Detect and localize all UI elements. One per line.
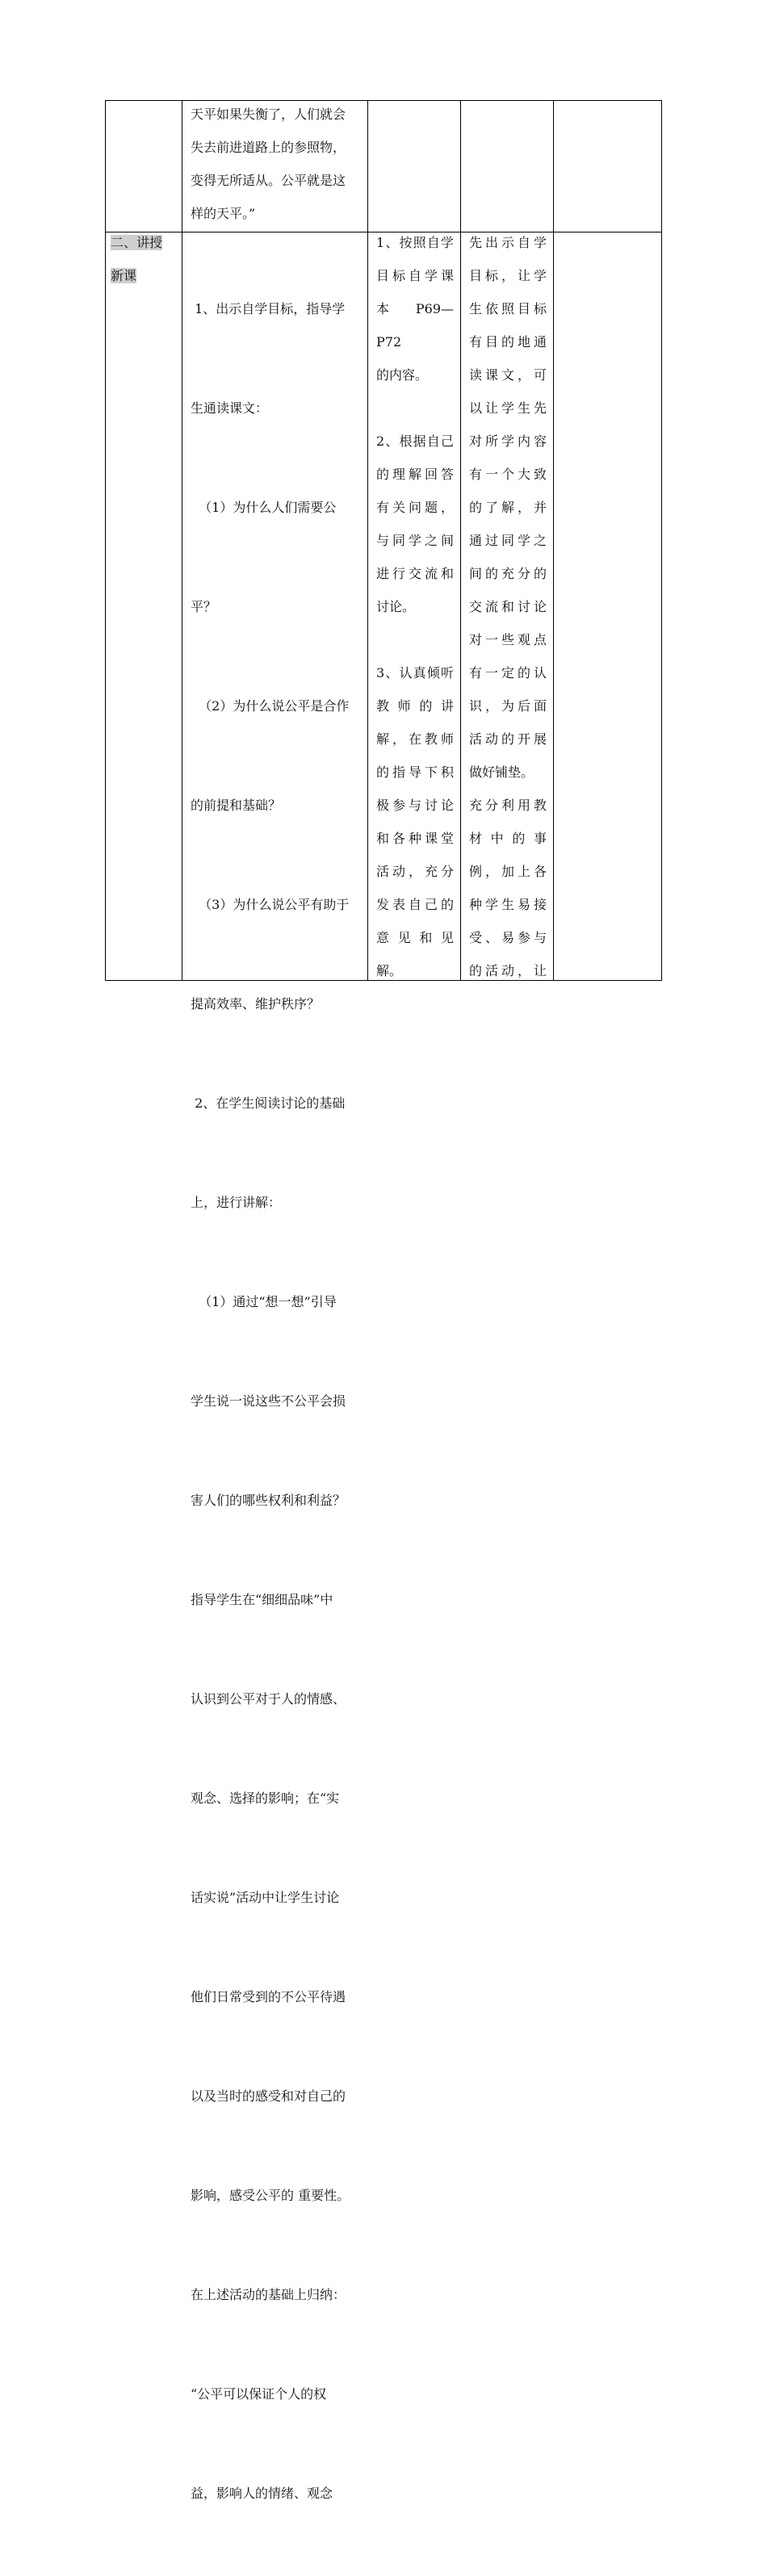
text-line: 受、易参与 [469,930,547,945]
text-line: （2）为什么说公平是合作 [191,698,350,714]
text-line: 与同学之间 [376,533,454,548]
text-line: 充分利用教 [469,798,547,813]
text-line: 2、在学生阅读讨论的基础 [191,1095,346,1111]
text-line: 和各种课堂 [376,831,454,846]
text-line: 有一个大致 [469,467,547,482]
text-line: 以及当时的感受和对自己的 [191,2088,346,2104]
text-line: 种学生易接 [469,897,547,912]
text-line: （1）为什么人们需要公 [191,500,337,515]
text-line: 影响，感受公平的 重要性。 [191,2188,350,2203]
text-line: 3、认真倾听 [376,665,454,681]
text-line: 1、按照自学 [376,235,454,250]
text-line: 生通读课文： [191,400,269,416]
text-line: 本 P69—P72 [376,301,454,350]
text-line: 交流和讨论 [469,599,547,614]
text-line: 提高效率、维护秩序？ [191,996,321,1012]
text-line: 样的天平。” [191,206,256,221]
text-line: 变得无所适从。公平就是这 [191,173,346,188]
text-line: 有关问题， [376,500,454,515]
text-line: 在上述活动的基础上归纳： [191,2287,346,2302]
lesson-plan-table [105,100,662,2501]
text-line: 天平如果失衡了，人们就会 [191,107,346,122]
text-line: 上，进行讲解： [191,1195,282,1210]
text-line: 解。 [376,963,403,978]
text-line: 的理解回答 [376,467,454,482]
text-line: 的了解，并 [469,500,547,515]
text-line: 失去前进道路上的参照物， [191,140,346,155]
teacher-activity-cell [191,226,362,2576]
student-activity-cell [376,226,454,987]
column-divider [460,101,461,980]
column-divider [367,101,368,980]
text-line: 有一定的认 [469,665,547,681]
text-line: 意见和见 [376,930,454,945]
text-line: 生依照目标 [469,301,547,316]
text-line: 认识到公平对于人的情感、 [191,1691,346,1707]
text-line: 对所学内容 [469,434,547,449]
text-line: 1、出示自学目标，指导学 [191,301,346,316]
text-line: 的前提和基础？ [191,798,282,813]
text-line: 学生说一说这些不公平会损 [191,1393,346,1409]
text-line: 目标，让学 [469,268,547,283]
text-line: 对一些观点 [469,632,547,647]
text-line: “公平可以保证个人的权 [191,2386,327,2402]
text-line: 解，在教师 [376,731,454,747]
text-line: （1）通过“想一想”引导 [191,1294,337,1309]
section-label-cell [111,226,178,292]
text-line: 通过同学之 [469,533,547,548]
text-line: 益，影响人的情绪、观念 [191,2486,333,2501]
text-line: 的内容。 [376,367,429,383]
text-line: 2、根据自己 [376,434,454,449]
text-line: 有目的地通 [469,334,547,350]
text-line: 间的充分的 [469,566,547,581]
text-line: 极参与讨论 [376,798,454,813]
text-line: （3）为什么说公平有助于 [191,897,350,912]
text-line: 以让学生先 [469,400,547,416]
column-divider [553,101,554,980]
text-line: 读课文，可 [469,367,547,383]
section-label: 新课 [111,268,137,283]
text-line: 材中的事 [469,831,547,846]
text-line: 发表自己的 [376,897,454,912]
text-line: 的活动，让 [469,963,547,978]
text-line: 活动的开展 [469,731,547,747]
text-line: 做好铺垫。 [469,764,534,780]
text-line: 活动，充分 [376,864,454,879]
text-line: 害人们的哪些权利和利益？ [191,1493,346,1508]
section-label: 二、讲授 [111,235,163,250]
text-line: 目标自学课 [376,268,454,283]
text-line: 指导学生在“细细品味”中 [191,1592,333,1607]
text-line: 讨论。 [376,599,416,614]
text-line: 观念、选择的影响；在“实 [191,1791,340,1806]
text-line: 话实说”活动中让学生讨论 [191,1890,340,1905]
text-line: 教师的讲 [376,698,454,714]
text-line: 他们日常受到的不公平待遇 [191,1989,346,2004]
design-intent-cell [469,226,547,987]
text-line: 的指导下积 [376,764,454,780]
text-line: 先出示自学 [469,235,547,250]
text-line: 平？ [191,599,217,614]
text-line: 识，为后面 [469,698,547,714]
text-line: 进行交流和 [376,566,454,581]
text-line: 例，加上各 [469,864,547,879]
row1-content-cell [191,98,362,230]
